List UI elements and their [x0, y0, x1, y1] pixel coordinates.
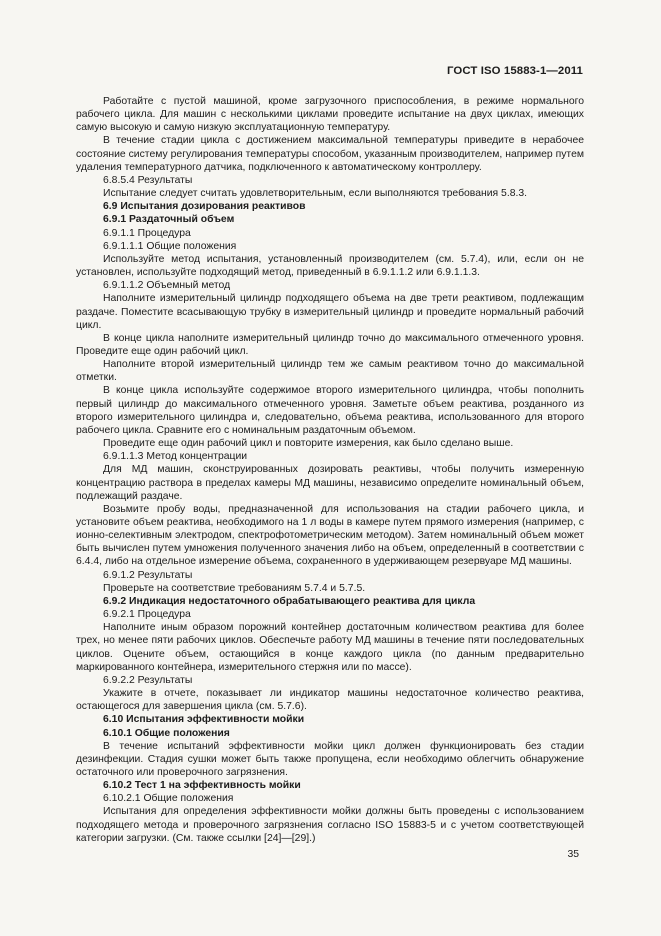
subsection-heading: 6.9.1.1.3 Метод концентрации	[103, 451, 248, 463]
subsection-heading: 6.9.2.1 Процедура	[103, 609, 191, 621]
section-heading: 6.10.2 Тест 1 на эффективность мойки	[103, 780, 301, 792]
paragraph: Укажите в отчете, показывает ли индикатор машины недостаточное количество реактива, остающегося для завершения цикла (см. 5.7.6).	[76, 688, 584, 713]
paragraph: Проведите еще один рабочий цикл и повторите измерения, как было сделано выше.	[103, 438, 514, 450]
paragraph: Используйте метод испытания, установленный производителем (см. 5.7.4), или, если он не установлен, используйте подходящий метод, приведенный в 6.9.1.1.2 или 6.9.1.1.3.	[76, 253, 584, 279]
subsection-heading: 6.9.1.1.2 Объемный метод	[103, 280, 231, 292]
subsection-heading: 6.9.1.1.1 Общие положения	[103, 240, 237, 252]
subsection-heading: 6.8.5.4 Результаты	[103, 174, 193, 186]
subsection-heading: 6.9.1.2 Результаты	[103, 569, 193, 581]
paragraph: В конце цикла используйте содержимое второго измерительного цилиндра, чтобы пополнить первый цилиндр до максимального отмеченного уровня. Заметьте объем реактива, розданного из второго измерительного цилиндра и, следовательно, объема реактива, использованного для второго рабочего цикла. Сравните его с номинальным раздаточным объемом.	[76, 385, 584, 436]
section-heading: 6.9 Испытания дозирования реактивов	[103, 201, 306, 213]
paragraph: Для МД машин, сконструированных дозировать реактивы, чтобы получить измеренную концентрацию раствора в пределах камеры МД машины, независимо определите номинальный объем, подлежащий раздаче.	[76, 464, 584, 502]
paragraph: Возьмите пробу воды, предназначенной для использования на стадии рабочего цикла, и установите объем реактива, необходимого на 1 л воды в камере путем прямого измерения (например, с ионно-селективным электродом, спектрофотометрическим методом). Затем номинальный объем может быть вычислен путем умножения полученного значения либо на объем, определенный в соответствии с 6.4.4, либо на отдельное измерение объема, сохраненного в удерживающем резервуаре МД машины.	[76, 503, 584, 568]
paragraph: Наполните измерительный цилиндр подходящего объема на две трети реактивом, подлежащим раздаче. Поместите всасывающую трубку в измерительный цилиндр и проведите нормальный рабочий цикл.	[76, 293, 584, 331]
section-heading: 6.10.1 Общие положения	[103, 727, 230, 739]
section-heading: 6.9.1 Раздаточный объем	[103, 214, 235, 226]
document-header: ГОСТ ISO 15883-1—2011	[446, 65, 583, 77]
section-heading: 6.9.2 Индикация недостаточного обрабатывающего реактива для цикла	[103, 595, 476, 607]
paragraph: Проверьте на соответствие требованиям 5.7.4 и 5.7.5.	[103, 582, 366, 594]
document-body	[76, 95, 584, 845]
subsection-heading: 6.9.2.2 Результаты	[103, 674, 193, 686]
paragraph: Испытания для определения эффективности мойки должны быть проведены с использованием подходящего метода и проверочного загрязнения согласно ISO 15883-5 и с учетом соответствующей категории загрузки. (См. также ссылки [24]—[29].)	[76, 806, 584, 844]
paragraph: В течение испытаний эффективности мойки цикл должен функционировать без стадии дезинфекции. Стадия сушки может быть также пропущена, если необходимо облегчить обнаружение остаточного или проверочного загрязнения.	[76, 740, 584, 778]
paragraph: Работайте с пустой машиной, кроме загрузочного приспособления, в режиме нормального рабочего цикла. Для машин с несколькими циклами проведите испытание на двух циклах, имеющих самую высокую и самую низкую эксплуатационную температуру.	[76, 96, 584, 134]
paragraph: Наполните иным образом порожний контейнер достаточным количеством реактива для более трех, но менее пяти рабочих циклов. Обеспечьте работу МД машины в течение пяти последовательных циклов. Оцените объем, остающийся в конце каждого цикла (по данным предварительно маркированного контейнера, измерительного стержня или по массе).	[76, 622, 584, 673]
paragraph: В конце цикла наполните измерительный цилиндр точно до максимального отмеченного уровня. Проведите еще один рабочий цикл.	[76, 332, 584, 357]
subsection-heading: 6.10.2.1 Общие положения	[103, 793, 234, 805]
section-heading: 6.10 Испытания эффективности мойки	[103, 714, 305, 726]
paragraph: Наполните второй измерительный цилиндр тем же самым реактивом точно до максимальной отметки.	[76, 359, 584, 384]
subsection-heading: 6.9.1.1 Процедура	[103, 227, 191, 239]
paragraph: Испытание следует считать удовлетворительным, если выполняются требования 5.8.3.	[103, 188, 528, 200]
page-number: 35	[567, 849, 579, 860]
paragraph: В течение стадии цикла с достижением максимальной температуры приведите в нерабочее состояние систему регулирования температуры способом, указанным производителем, например путем удаления температурного датчика, подключенного к автоматическому контроллеру.	[76, 135, 584, 173]
